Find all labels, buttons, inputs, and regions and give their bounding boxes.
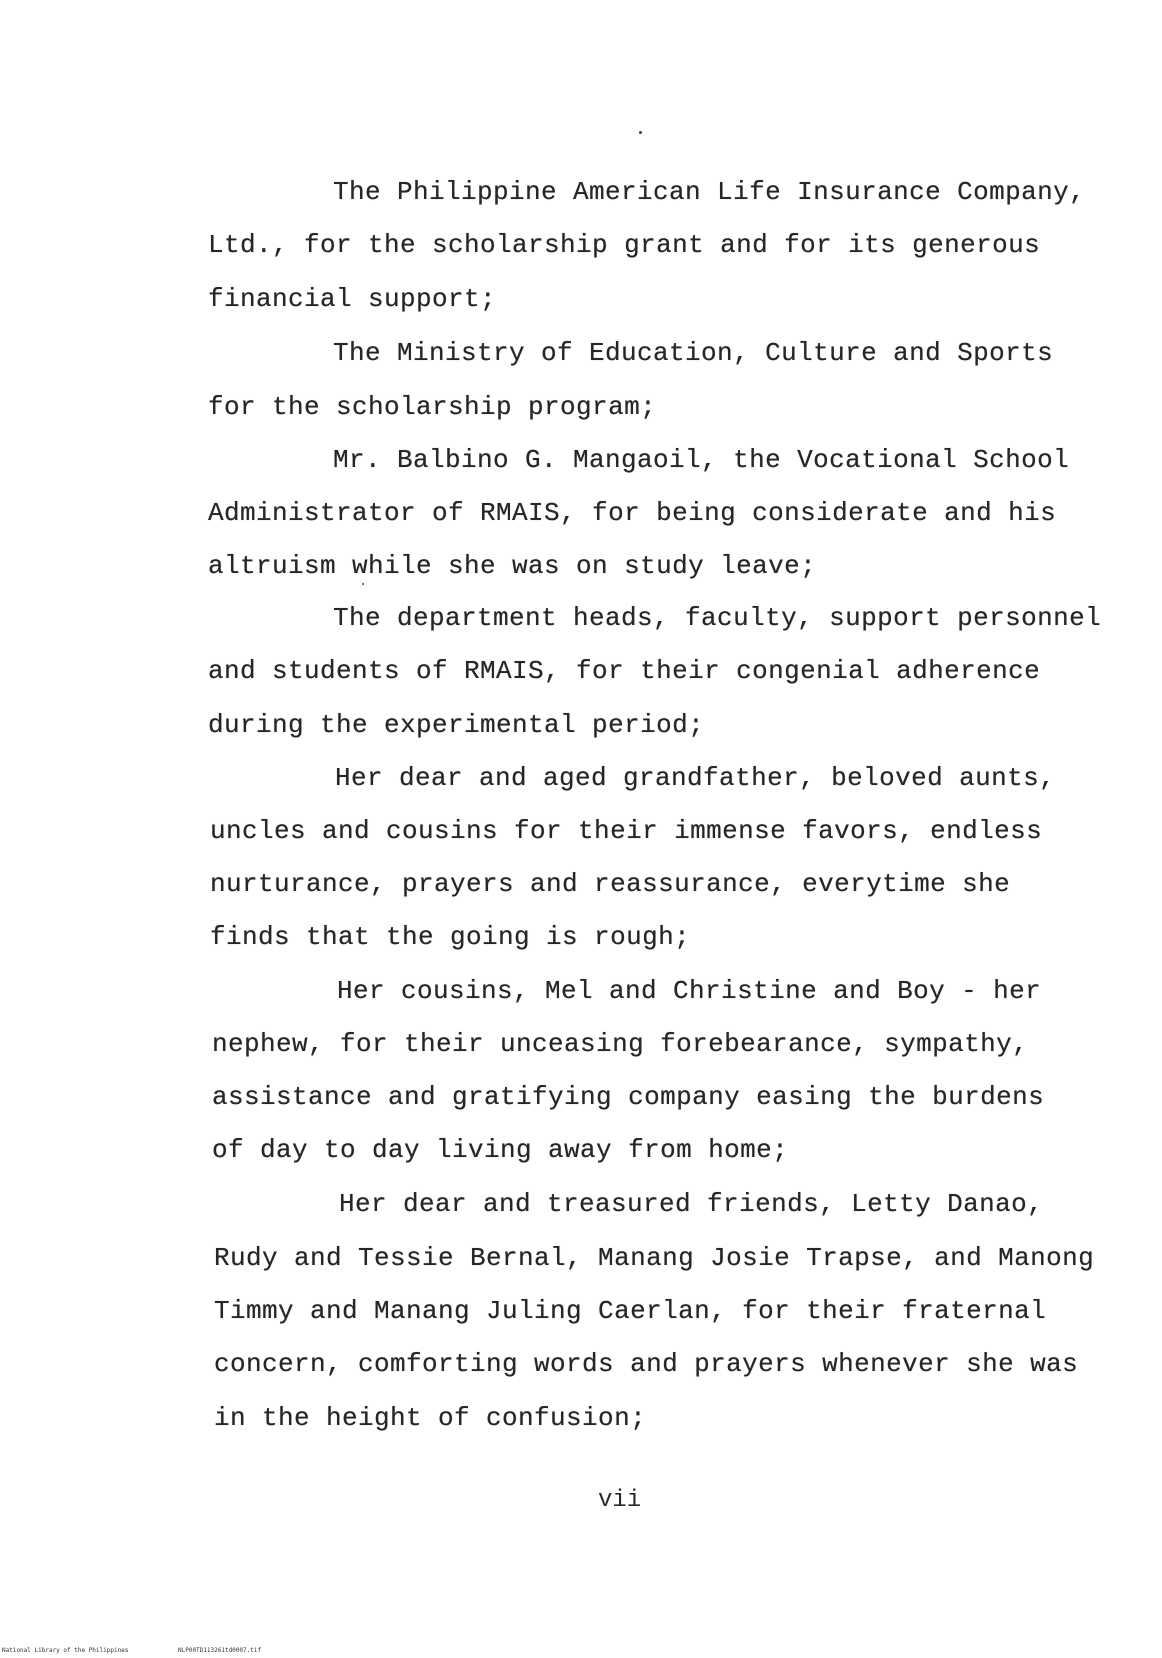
text-line: The Philippine American Life Insurance Company, — [333, 177, 1086, 207]
text-line: Timmy and Manang Juling Caerlan, for their fraternal — [214, 1296, 1047, 1326]
text-line: financial support; — [208, 284, 497, 314]
text-line: The department heads, faculty, support personnel — [333, 603, 1102, 633]
scan-speck — [639, 131, 642, 134]
text-line: altruism while she was on study leave; — [208, 551, 817, 581]
text-line: assistance and gratifying company easing the burdens — [212, 1082, 1045, 1112]
text-line: The Ministry of Education, Culture and Sports — [333, 338, 1054, 368]
text-line: of day to day living away from home; — [212, 1135, 789, 1165]
footer-library-label: National Library of the Philippines — [2, 1647, 129, 1654]
footer-file-id: NLP00TD113261td0007.tif — [178, 1647, 262, 1654]
text-line: finds that the going is rough; — [210, 922, 691, 952]
text-line: Her dear and aged grandfather, beloved aunts, — [335, 763, 1056, 793]
text-line: Mr. Balbino G. Mangaoil, the Vocational School — [333, 445, 1070, 475]
text-line: uncles and cousins for their immense favors, endless — [210, 816, 1043, 846]
text-line: and students of RMAIS, for their congenial adherence — [208, 656, 1041, 686]
text-line: in the height of confusion; — [214, 1403, 647, 1433]
text-line: Rudy and Tessie Bernal, Manang Josie Trapse, and Manong — [214, 1243, 1095, 1273]
text-line: during the experimental period; — [208, 710, 705, 740]
text-line: nurturance, prayers and reassurance, everytime she — [210, 869, 1011, 899]
text-line: Her cousins, Mel and Christine and Boy - her — [337, 976, 1042, 1006]
scan-speck — [362, 583, 364, 585]
page-number: vii — [598, 1487, 642, 1514]
text-line: concern, comforting words and prayers whenever she was — [214, 1349, 1079, 1379]
text-line: for the scholarship program; — [208, 392, 657, 422]
text-line: Ltd., for the scholarship grant and for its generous — [208, 230, 1041, 260]
text-line: nephew, for their unceasing forebearance, sympathy, — [212, 1029, 1029, 1059]
text-line: Her dear and treasured friends, Letty Danao, — [339, 1189, 1044, 1219]
text-line: Administrator of RMAIS, for being considerate and his — [208, 498, 1057, 528]
